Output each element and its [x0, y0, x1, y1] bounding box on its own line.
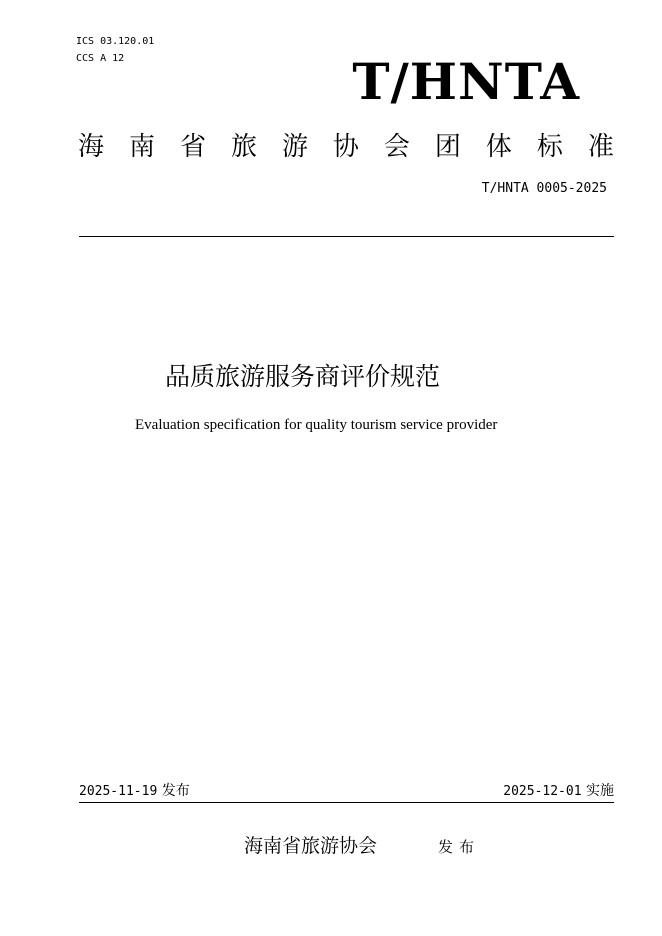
org-title-char: 游 — [281, 131, 308, 162]
publisher-name: 海南省旅游协会 — [244, 835, 378, 857]
implementation-label: 实施 — [586, 783, 614, 799]
org-title-char: 标 — [536, 131, 563, 162]
org-title-char: 准 — [587, 131, 614, 162]
standard-number: T/HNTA 0005-2025 — [481, 181, 607, 196]
org-title-char: 团 — [434, 131, 461, 162]
org-title-char: 南 — [128, 131, 155, 162]
issue-date-line — [79, 781, 190, 802]
publish-label: 发布 — [438, 838, 481, 856]
ics-code: ICS 03.120.01 — [76, 36, 155, 47]
org-title-char: 会 — [383, 131, 410, 162]
org-title-char: 省 — [179, 131, 206, 162]
organization-standard-title — [78, 126, 614, 162]
bottom-divider — [79, 802, 614, 803]
issue-label: 发布 — [161, 783, 190, 799]
org-title-char: 协 — [332, 131, 359, 162]
implementation-date: 2025-12-01 — [503, 784, 582, 799]
document-title-english: Evaluation specification for quality tourism service provider — [135, 417, 498, 433]
org-title-char: 旅 — [230, 131, 257, 162]
issue-date: 2025-11-19 — [79, 784, 158, 799]
top-divider — [79, 236, 614, 237]
org-title-char: 海 — [78, 131, 105, 162]
ccs-code: CCS A 12 — [76, 53, 125, 64]
org-title-char: 体 — [485, 131, 512, 162]
document-title-chinese: 品质旅游服务商评价规范 — [165, 362, 441, 391]
standard-logo: T/HNTA — [352, 52, 580, 111]
implementation-date-line — [503, 781, 614, 802]
